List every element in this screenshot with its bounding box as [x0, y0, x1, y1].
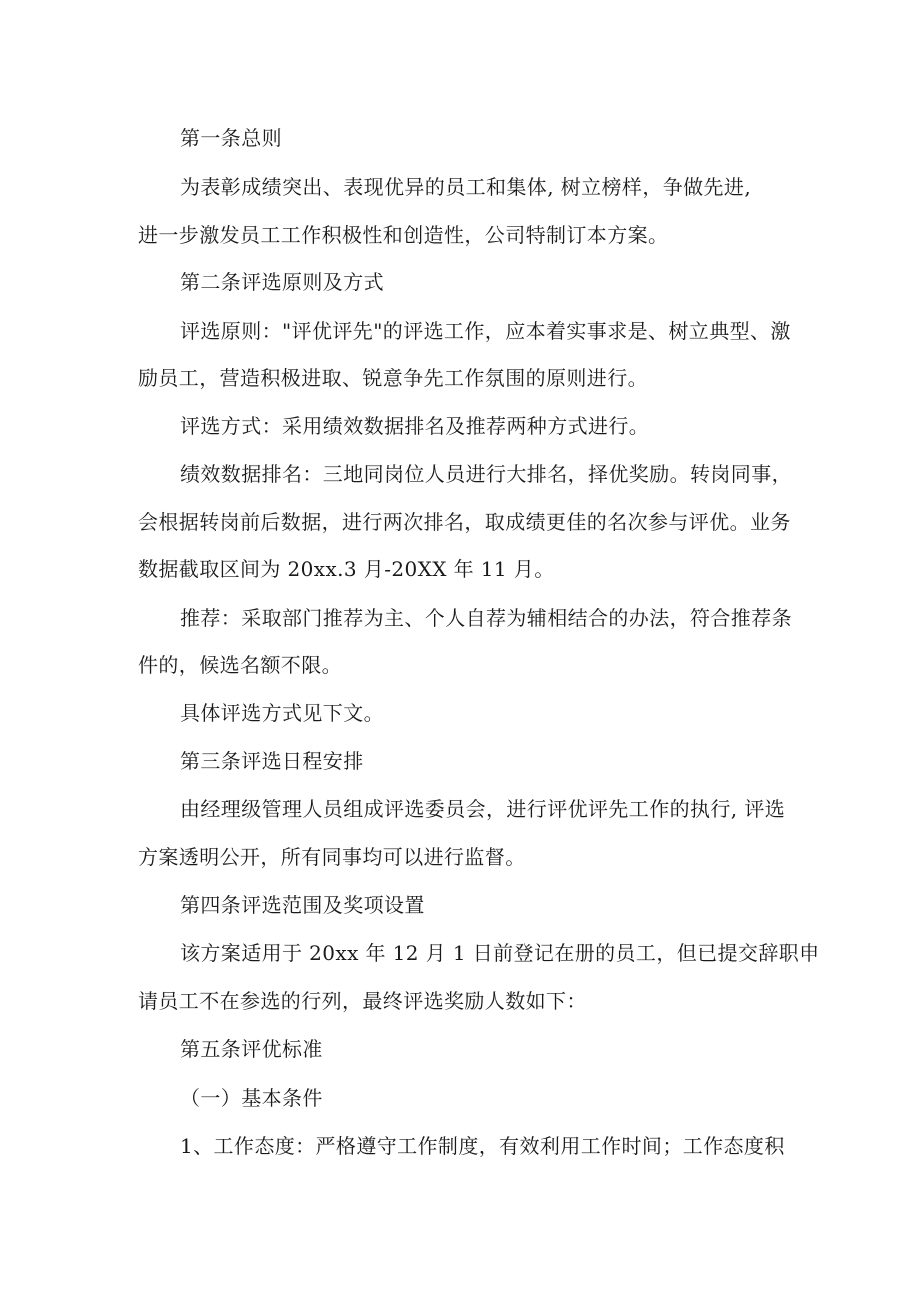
- paragraph-line: 该方案适用于 20xx 年 12 月 1 日前登记在册的员工，但已提交辞职申: [180, 941, 820, 965]
- paragraph-line: 数据截取区间为 20xx.3 月-20XX 年 11 月。: [138, 557, 555, 581]
- heading-article-5: 第五条评优标准: [180, 1037, 323, 1061]
- paragraph-line: 为表彰成绩突出、表现优异的员工和集体, 树立榜样，争做先进,: [180, 175, 752, 199]
- paragraph-line: 会根据转岗前后数据，进行两次排名，取成绩更佳的名次参与评优。业务: [138, 510, 791, 534]
- paragraph-line: 具体评选方式见下文。: [180, 701, 384, 725]
- paragraph-line: 进一步激发员工工作积极性和创造性，公司特制订本方案。: [138, 223, 669, 247]
- paragraph-line: 绩效数据排名：三地同岗位人员进行大排名，择优奖励。转岗同事，: [180, 462, 792, 486]
- heading-article-3: 第三条评选日程安排: [180, 749, 364, 773]
- paragraph-line: 1、工作态度：严格遵守工作制度，有效利用工作时间；工作态度积: [180, 1134, 785, 1158]
- paragraph-line: 推荐：采取部门推荐为主、个人自荐为辅相结合的办法，符合推荐条: [180, 606, 792, 630]
- paragraph-line: 励员工，营造积极进取、锐意争先工作氛围的原则进行。: [138, 366, 648, 390]
- paragraph-line: 请员工不在参选的行列，最终评选奖励人数如下：: [138, 989, 587, 1013]
- paragraph-line: 由经理级管理人员组成评选委员会，进行评优评先工作的执行, 评选: [180, 797, 786, 821]
- paragraph-line: 件的，候选名额不限。: [138, 653, 342, 677]
- heading-article-2: 第二条评选原则及方式: [180, 270, 384, 294]
- heading-article-4: 第四条评选范围及奖项设置: [180, 893, 425, 917]
- subheading-basic-conditions: （一）基本条件: [180, 1086, 323, 1110]
- paragraph-line: 评选原则："评优评先"的评选工作，应本着实事求是、树立典型、激: [180, 319, 791, 343]
- paragraph-line: 方案透明公开，所有同事均可以进行监督。: [138, 845, 526, 869]
- heading-article-1: 第一条总则: [180, 126, 282, 150]
- paragraph-line: 评选方式：采用绩效数据排名及推荐两种方式进行。: [180, 414, 650, 438]
